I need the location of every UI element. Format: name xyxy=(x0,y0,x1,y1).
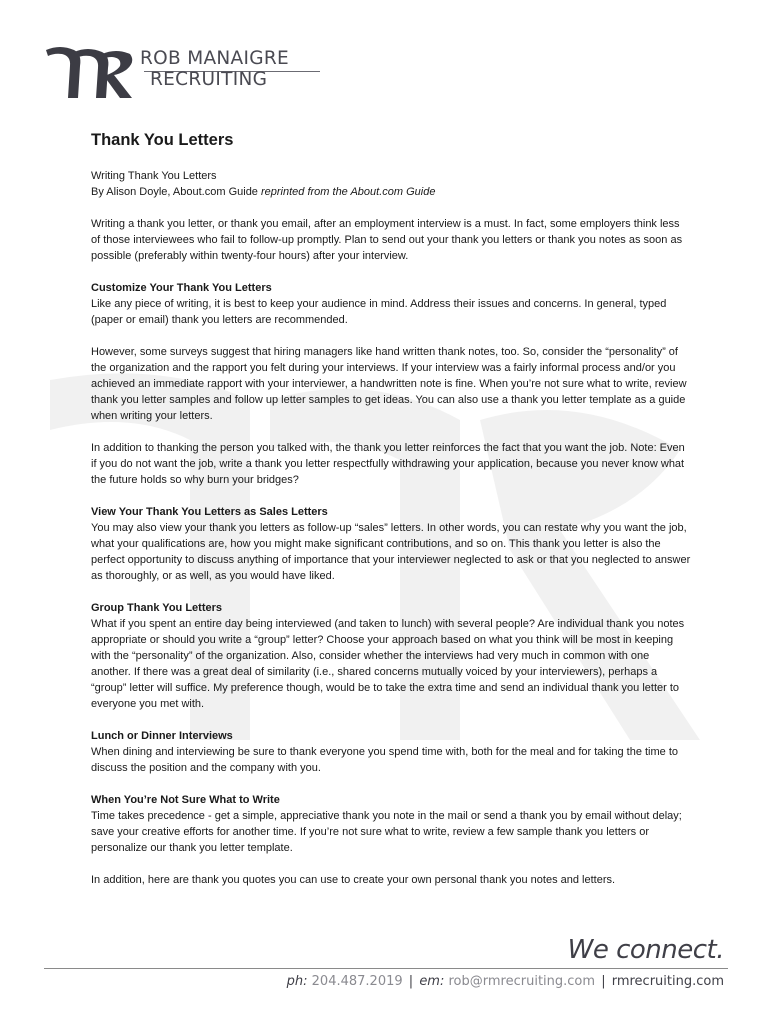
company-logo xyxy=(44,44,290,100)
contact-separator: | xyxy=(408,974,414,989)
section-heading: When You’re Not Sure What to Write xyxy=(91,794,280,806)
paragraph-reinforce xyxy=(91,440,691,488)
document-source xyxy=(91,168,691,200)
footer-contact xyxy=(287,974,724,989)
document-byline: By Alison Doyle, About.com Guide xyxy=(91,186,261,198)
website-link[interactable]: rmrecruiting.com xyxy=(611,974,724,989)
logo-text-line2: RECRUITING xyxy=(150,69,268,90)
phone-number[interactable]: 204.487.2019 xyxy=(311,974,403,989)
section-heading: Lunch or Dinner Interviews xyxy=(91,730,233,742)
footer-tagline: We connect. xyxy=(567,935,724,965)
section-body: Like any piece of writing, it is best to keep your audience in mind. Address their issues and concerns. In general, typed (paper or email) thank you letters are recommended. xyxy=(91,298,667,326)
section-body: What if you spent an entire day being interviewed (and taken to lunch) with several people? Are individual thank you notes appropriate or should you write a “group” letter? Choose your approach based on what you think will be most in keeping with the “personality” of the organization. Also, consider whether the interviews had very much in common with one another. If there was a great deal of similarity (i.e., shared concerns mutually voiced by your interviewers), perhaps a “group” letter will suffice. My preference though, would be to take the extra time and send an individual thank you letter to everyone you met with. xyxy=(91,618,685,710)
intro-paragraph: Writing a thank you letter, or thank you email, after an employment interview is a must. In fact, some employers think less of those interviewees who fail to follow-up promptly. Plan to send out your thank you letters or thank you notes as soon as possible (preferably within twenty-four hours) after your interview. xyxy=(91,218,683,262)
document-subtitle: Writing Thank You Letters xyxy=(91,170,217,182)
section-body: In addition to thanking the person you talked with, the thank you letter reinforces the fact that you want the job. Note: Even if you do not want the job, write a thank you letter respectfully withdrawing your application, because you never know what the future holds so why burn your bridges? xyxy=(91,442,685,486)
phone-label: ph: xyxy=(286,974,308,989)
document-byline-note: reprinted from the About.com Guide xyxy=(260,186,436,198)
footer-divider xyxy=(44,968,728,969)
section-customize xyxy=(91,280,691,328)
document-title: Thank You Letters xyxy=(91,131,234,149)
paragraph-closing xyxy=(91,872,691,888)
rmr-logo-icon xyxy=(44,44,140,100)
logo-text-line1: ROB MANAIGRE xyxy=(140,48,290,69)
section-body: Time takes precedence - get a simple, appreciative thank you note in the mail or send a thank you by email without delay; save your creative efforts for another time. If you’re not sure what to write, review a few sample thank you letters or personalize our thank you letter template. xyxy=(91,810,682,854)
paragraph-handwritten-notes xyxy=(91,344,691,424)
section-heading: Customize Your Thank You Letters xyxy=(91,282,272,294)
section-heading: Group Thank You Letters xyxy=(91,602,222,614)
email-label: em: xyxy=(419,974,445,989)
section-body: In addition, here are thank you quotes you can use to create your own personal thank you notes and letters. xyxy=(91,874,616,886)
section-heading: View Your Thank You Letters as Sales Letters xyxy=(91,506,328,518)
contact-separator: | xyxy=(601,974,606,989)
section-group-letters xyxy=(91,600,691,712)
section-sales-letters xyxy=(91,504,691,584)
document-body xyxy=(91,130,691,904)
section-body: However, some surveys suggest that hiring managers like hand written thank notes, too. So, consider the “personality” of the organization and the rapport you felt during your interviews. If your interview was a fairly informal process and/or you achieved an immediate rapport with your interviewer, a handwritten note is fine. When you’re not sure what to write, review thank you letter samples and follow up letter samples to get ideas. You can also use a thank you letter template as a guide when writing your letters. xyxy=(91,346,687,422)
section-body: When dining and interviewing be sure to thank everyone you spend time with, both for the meal and for taking the time to discuss the position and the company with you. xyxy=(91,746,679,774)
section-body: You may also view your thank you letters as follow-up “sales” letters. In other words, you can restate why you want the job, what your qualifications are, how you might make significant contributions, and so on. This thank you letter is also the perfect opportunity to discuss anything of importance that your interviewer neglected to ask or that you neglected to answer as thoroughly, or as well, as you would have liked. xyxy=(91,522,691,582)
section-lunch-dinner xyxy=(91,728,691,776)
email-link[interactable]: rob@rmrecruiting.com xyxy=(448,974,596,989)
section-not-sure xyxy=(91,792,691,856)
